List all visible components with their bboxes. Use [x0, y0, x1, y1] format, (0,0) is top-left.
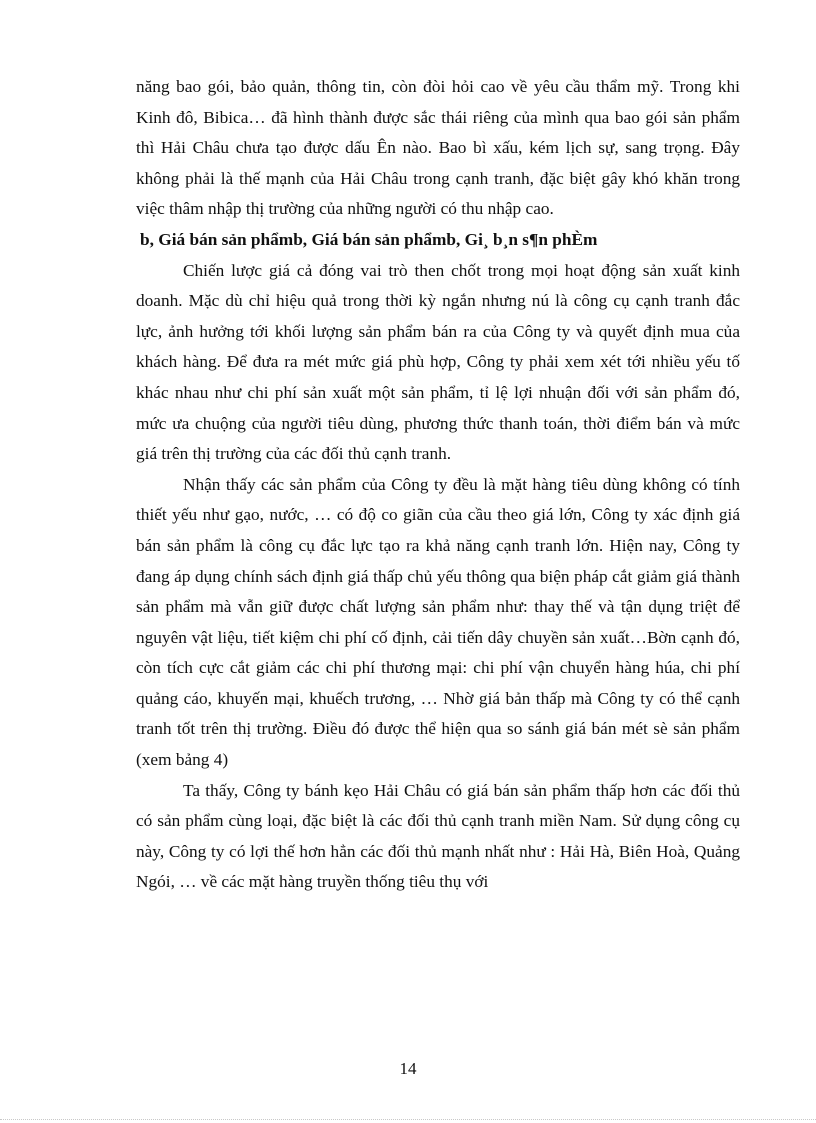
section-heading-price: b, Giá bán sản phẩmb, Giá bán sản phẩmb, Gi¸ b¸n s¶n phÈm: [140, 229, 598, 249]
page-bottom-divider: [0, 1119, 816, 1120]
paragraph-packaging: năng bao gói, bảo quản, thông tin, còn đòi hỏi cao về yêu cầu thẩm mỹ. Trong khi Kinh đô, Bibica… đã hình thành được sắc thái riêng của mình qua bao gói sản phẩm thì Hải Châu chưa tạo được dấu Ên nào. Bao bì xấu, kém lịch sự, sang trọng. Đây không phải là thế mạnh của Hải Châu trong cạnh tranh, đặc biệt gây khó khăn trong việc thâm nhập thị trường của những người có thu nhập cao.: [136, 77, 740, 219]
paragraph-competitor-comparison: Ta thấy, Công ty bánh kẹo Hải Châu có giá bán sản phẩm thấp hơn các đối thủ có sản phẩm cùng loại, đặc biệt là các đối thủ cạnh tranh miền Nam. Sử dụng công cụ này, Công ty có lợi thế hơn hẳn các đối thủ mạnh nhất như : Hải Hà, Biên Hoà, Quảng Ngói, … về các mặt hàng truyền thống tiêu thụ với: [136, 780, 740, 892]
paragraph-price-policy: Nhận thấy các sản phẩm của Công ty đều là mặt hàng tiêu dùng không có tính thiết yếu như gạo, nước, … có độ co giãn của cầu theo giá lớn, Công ty xác định giá bán sản phẩm là công cụ đắc lực tạo ra khả năng cạnh tranh lớn. Hiện nay, Công ty đang áp dụng chính sách định giá thấp chủ yếu thông qua biện pháp cắt giảm giá thành sản phẩm mà vẫn giữ được chất lượng sản phẩm như: thay thế và tận dụng triệt để nguyên vật liệu, tiết kiệm chi phí cố định, cải tiến dây chuyền sản xuất…Bờn cạnh đó, còn tích cực cắt giảm các chi phí thương mại: chi phí vận chuyển hàng húa, chi phí quảng cáo, khuyến mại, khuếch trương, … Nhờ giá bản thấp mà Công ty có thể cạnh tranh tốt trên thị trường. Điều đó được thể hiện qua so sánh giá bán mét sè sản phẩm (xem bảng 4): [136, 474, 740, 770]
paragraph-price-strategy: Chiến lược giá cả đóng vai trò then chốt trong mọi hoạt động sản xuất kinh doanh. Mặc dù chỉ hiệu quả trong thời kỳ ngắn nhưng nú là công cụ cạnh tranh đắc lực, ảnh hưởng tới khối lượng sản phẩm bán ra của Công ty và quyết định mua của khách hàng. Để đưa ra mét mức giá phù hợp, Công ty phải xem xét tới nhiều yếu tố khác nhau như chi phí sản xuất một sản phẩm, tỉ lệ lợi nhuận đối với sản phẩm đó, mức ưa chuộng của người tiêu dùng, phương thức thanh toán, thời điểm bán và mức giá trên thị trường của các đối thủ cạnh tranh.: [136, 260, 740, 464]
page-body: [136, 72, 740, 898]
page-number: 14: [399, 1059, 417, 1078]
